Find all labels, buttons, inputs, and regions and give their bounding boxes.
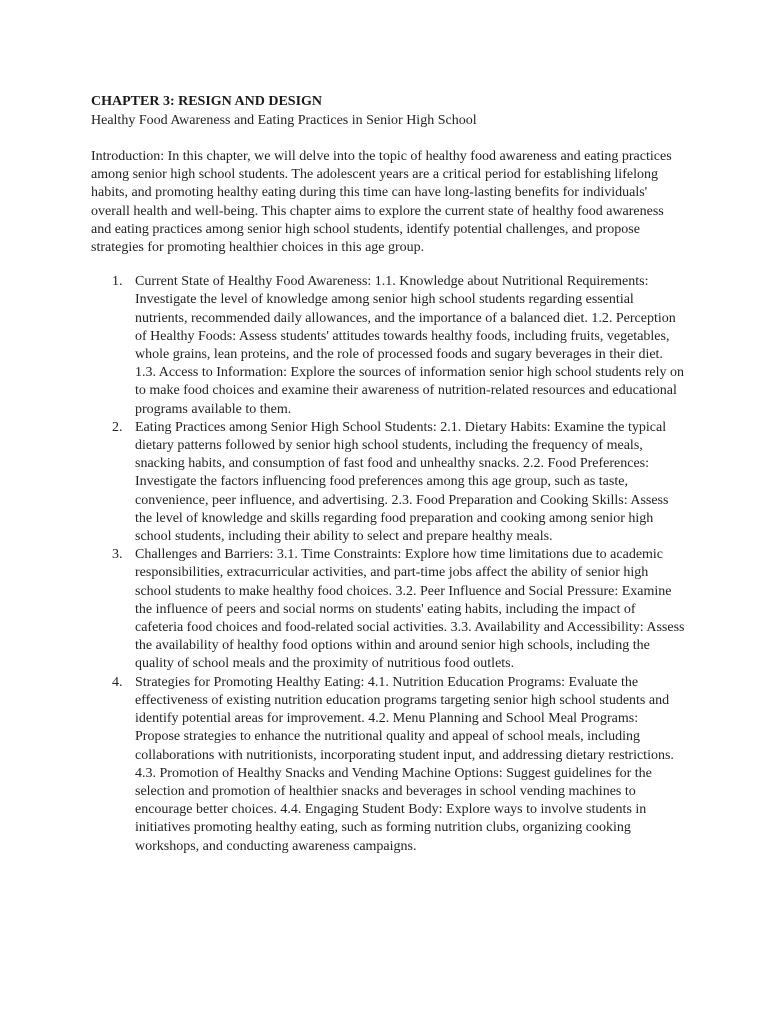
list-item-number: 3. (112, 547, 123, 563)
list-item (91, 674, 686, 856)
list-item-text: Challenges and Barriers: 3.1. Time Constraints: Explore how time limitations due to academic responsibilities, extracurricular activities, and part-time jobs affect the ability of senior high school students to make healthy food choices. 3.2. Peer Influence and Social Pressure: Examine the influence of peers and social norms on students' eating habits, including the impact of cafeteria food choices and food-related social activities. 3.3. Availability and Accessibility: Assess the availability of healthy food options within and around senior high schools, including the quality of school meals and the proximity of nutritious food outlets. (135, 547, 685, 672)
list-item-number: 1. (112, 274, 123, 290)
list-item-text: Eating Practices among Senior High School Students: 2.1. Dietary Habits: Examine the typical dietary patterns followed by senior high school students, including the frequency of meals, snacking habits, and consumption of fast food and unhealthy snacks. 2.2. Food Preferences: Investigate the factors influencing food preferences among this age group, such as taste, convenience, peer influence, and advertising. 2.3. Food Preparation and Cooking Skills: Assess the level of knowledge and skills regarding food preparation and cooking among senior high school students, including their ability to select and prepare healthy meals. (135, 419, 669, 545)
introduction-paragraph: Introduction: In this chapter, we will delve into the topic of healthy food awareness and eating practices among senior high school students. The adolescent years are a critical period for establishing lifelong habits, and promoting healthy eating during this time can have long-lasting benefits for individuals' overall health and well-being. This chapter aims to explore the current state of healthy food awareness and eating practices among senior high school students, identify potential challenges, and propose strategies for promoting healthier choices in this age group. (91, 149, 672, 256)
chapter-subtitle: Healthy Food Awareness and Eating Practices in Senior High School (91, 113, 477, 128)
chapter-title: CHAPTER 3: RESIGN AND DESIGN (91, 94, 323, 109)
document-body (91, 93, 686, 856)
section-list (91, 273, 686, 856)
list-item-number: 2. (112, 419, 123, 435)
list-item-text: Strategies for Promoting Healthy Eating: 4.1. Nutrition Education Programs: Evaluate the effectiveness of existing nutrition education programs targeting senior high school students and identify potential areas for improvement. 4.2. Menu Planning and School Meal Programs: Propose strategies to enhance the nutritional quality and appeal of school meals, including collaborations with nutritionists, incorporating student input, and addressing dietary restrictions. 4.3. Promotion of Healthy Snacks and Vending Machine Options: Suggest guidelines for the selection and promotion of healthier snacks and beverages in school vending machines to encourage better choices. 4.4. Engaging Student Body: Explore ways to involve students in initiatives promoting healthy eating, such as forming nutrition clubs, organizing cooking workshops, and conducting awareness campaigns. (135, 674, 674, 854)
list-item (91, 273, 686, 419)
list-item (91, 546, 686, 673)
list-item (91, 419, 686, 546)
list-item-number: 4. (112, 674, 123, 690)
list-item-text: Current State of Healthy Food Awareness: 1.1. Knowledge about Nutritional Requirements: Investigate the level of knowledge among senior high school students regarding essential nutrients, recommended daily allowances, and the importance of a balanced diet. 1.2. Perception of Healthy Foods: Assess students' attitudes towards healthy foods, including fruits, vegetables, whole grains, lean proteins, and the role of processed foods and sugary beverages in their diet. 1.3. Access to Information: Explore the sources of information senior high school students rely on to make food choices and examine their awareness of nutrition-related resources and educational programs available to them. (135, 274, 685, 417)
